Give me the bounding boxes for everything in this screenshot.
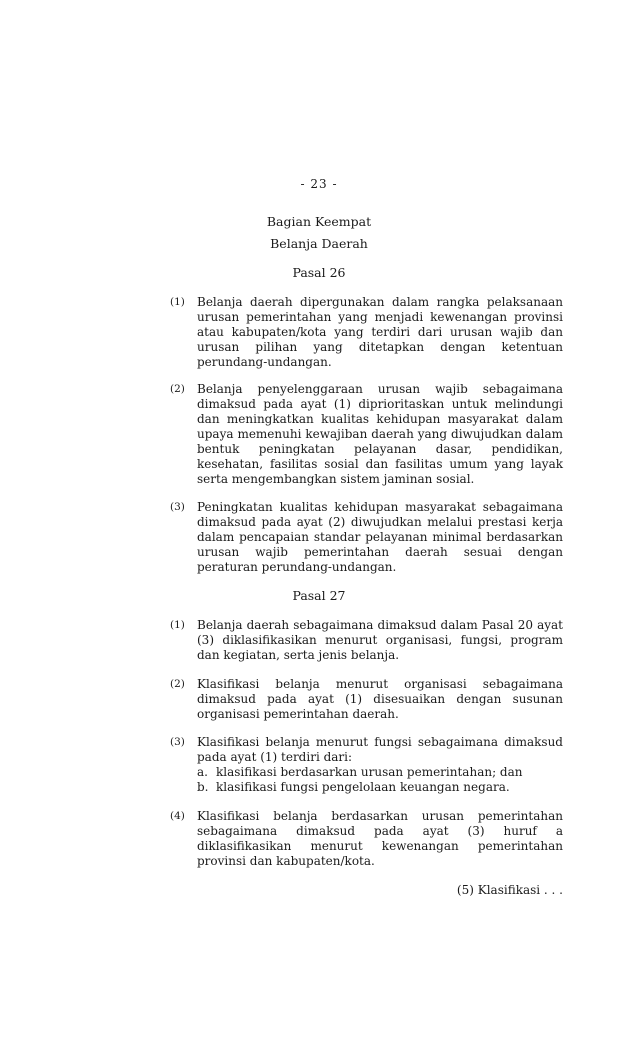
- item-number: (3): [170, 501, 185, 513]
- item-text: Belanja daerah dipergunakan dalam rangka pelaksanaan urusan pemerintahan yang menjadi kewenangan provinsi atau kabupaten/kota yang terdiri dari urusan wajib dan urusan pilihan yang ditetapkan dengan ketentuan perundang-undangan.: [197, 295, 563, 369]
- item-number: (2): [170, 678, 185, 690]
- pasal-27-title: Pasal 27: [292, 588, 346, 603]
- item-text: Klasifikasi belanja berdasarkan urusan pemerintahan sebagaimana dimaksud pada ayat (3) huruf a diklasifikasikan menurut kewenangan pemerintahan provinsi dan kabupaten/kota.: [197, 809, 563, 868]
- item-text: Belanja daerah sebagaimana dimaksud dalam Pasal 20 ayat (3) diklasifikasikan menurut organisasi, fungsi, program dan kegiatan, serta jenis belanja.: [197, 618, 563, 662]
- item-number: (4): [170, 810, 185, 822]
- item-text: Klasifikasi belanja menurut organisasi sebagaimana dimaksud pada ayat (1) disesuaikan dengan susunan organisasi pemerintahan daerah.: [197, 677, 563, 721]
- item-number: (2): [170, 383, 185, 395]
- item-number: (3): [170, 736, 185, 748]
- item-text: Peningkatan kualitas kehidupan masyarakat sebagaimana dimaksud pada ayat (2) diwujudkan melalui prestasi kerja dalam pencapaian standar pelayanan minimal berdasarkan urusan wajib pemerintahan daerah sesuai dengan peraturan perundang-undangan.: [197, 500, 563, 574]
- pasal-26-item-2: [170, 382, 563, 487]
- sub-item-letter: a.: [197, 765, 208, 779]
- sub-item-b: [197, 780, 563, 795]
- sub-item-a: [197, 765, 563, 780]
- section-title: Belanja Daerah: [270, 236, 368, 251]
- item-text: Belanja penyelenggaraan urusan wajib sebagaimana dimaksud pada ayat (1) diprioritaskan untuk melindungi dan meningkatkan kualitas kehidupan masyarakat dalam upaya memenuhi kewajiban daerah yang diwujudkan dalam bentuk peningkatan pelayanan dasar, pendidikan, kesehatan, fasilitas sosial dan fasilitas umum yang layak serta mengembangkan sistem jaminan sosial.: [197, 382, 563, 486]
- item-number: (1): [170, 619, 185, 631]
- pasal-26-title: Pasal 26: [292, 265, 346, 280]
- sub-item-letter: b.: [197, 780, 209, 794]
- item-text: Klasifikasi belanja menurut fungsi sebagaimana dimaksud pada ayat (1) terdiri dari:: [197, 735, 563, 764]
- continuation-catchword: (5) Klasifikasi . . .: [456, 883, 563, 897]
- pasal-27-item-1: [170, 618, 563, 663]
- item-text-block: [197, 735, 563, 795]
- pasal-27-item-2: [170, 677, 563, 722]
- item-number: (1): [170, 296, 185, 308]
- page-number: - 23 -: [300, 177, 338, 191]
- pasal-27-item-4: [170, 809, 563, 869]
- sub-item-text: klasifikasi berdasarkan urusan pemerintahan; dan: [216, 765, 523, 779]
- section-label: Bagian Keempat: [266, 214, 372, 229]
- pasal-27-item-3: [170, 735, 563, 795]
- sub-item-text: klasifikasi fungsi pengelolaan keuangan negara.: [216, 780, 510, 794]
- pasal-26-item-1: [170, 295, 563, 370]
- pasal-26-item-3: [170, 500, 563, 575]
